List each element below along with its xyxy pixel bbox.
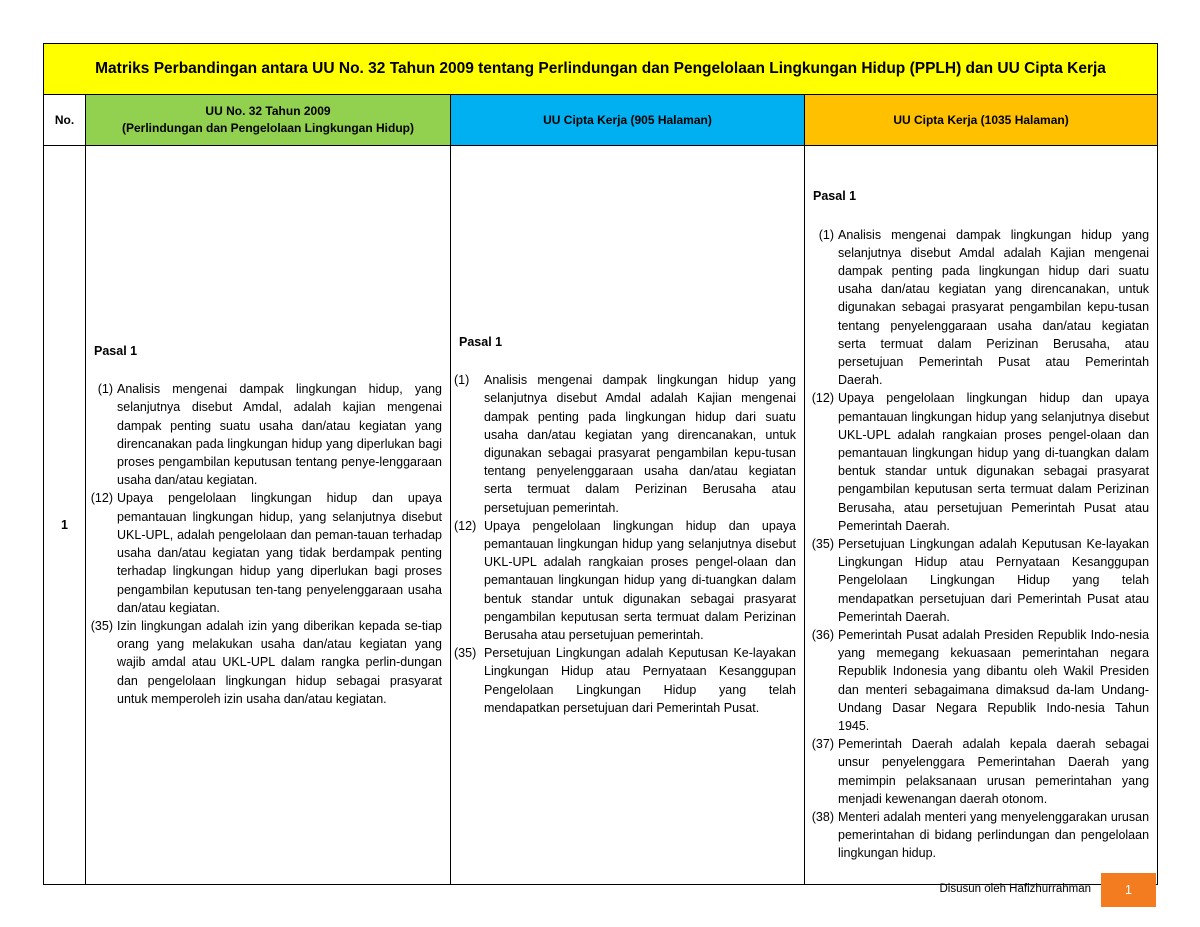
- article-item: [86, 380, 442, 489]
- article-number: (12): [454, 518, 477, 533]
- article-item: [454, 371, 796, 517]
- article-item: [807, 808, 1149, 863]
- article-item: [807, 535, 1149, 626]
- column-uu-32-2009: [86, 146, 451, 885]
- footer-author: Disusun oleh Hafizhurrahman: [939, 883, 1091, 895]
- page-number-badge: 1: [1101, 873, 1156, 907]
- header-no: No.: [44, 95, 86, 146]
- article-item: [807, 389, 1149, 535]
- header-cipta-kerja-905: UU Cipta Kerja (905 Halaman): [451, 95, 805, 146]
- article-text: Analisis mengenai dampak lingkungan hidup yang selanjutnya disebut Amdal adalah Kajian mengenai dampak penting pada lingkungan hidup dari suatu usaha dan/atau kegiatan yang direncanakan, untuk digunakan sebagai prasyarat pengambilan kepu-tusan tentang penyelenggaraan usaha dan/atau kegiatan serta termuat dalam Perizinan Berusaha atau persetujuan pemerintah.: [484, 373, 796, 515]
- article-text: Upaya pengelolaan lingkungan hidup dan upaya pemantauan lingkungan hidup yang selanjutnya disebut UKL-UPL adalah rangkaian proses pengel-olaan dan pemantauan lingkungan hidup yang di-tuangkan dalam bentuk standar untuk digunakan sebagai prasyarat pengambilan keputusan serta termuat dalam Perizinan Berusaha, atau persetujuan Pemerintah Pusat atau Pemerintah Daerah.: [838, 391, 1150, 533]
- article-number: (12): [811, 391, 834, 406]
- article-item: [454, 644, 796, 717]
- header-uu-32-2009: [86, 95, 451, 146]
- article-text: Upaya pengelolaan lingkungan hidup dan upaya pemantauan lingkungan hidup yang selanjutnya disebut UKL-UPL adalah rangkaian proses pengel-olaan dan pemantauan lingkungan hidup yang di-tuangkan dalam bentuk standar untuk digunakan sebagai prasyarat pengambilan keputusan serta termuat dalam Perizinan Berusaha atau persetujuan pemerintah.: [484, 518, 796, 643]
- article-list: [454, 371, 796, 717]
- article-item: [807, 226, 1149, 390]
- pasal-heading: Pasal 1: [459, 334, 503, 349]
- article-number: (1): [818, 227, 834, 242]
- article-item: [86, 489, 442, 616]
- article-text: Analisis mengenai dampak lingkungan hidup, yang selanjutnya disebut Amdal, adalah kajian mengenai dampak penting suatu usaha dan/atau kegiatan yang direncanakan pada lingkungan hidup yang diperlukan bagi proses pengambilan keputusan tentang penye-lenggaraan usaha dan/atau kegiatan.: [117, 382, 442, 488]
- article-item: [454, 517, 796, 644]
- article-text: Menteri adalah menteri yang menyelenggarakan urusan pemerintahan di bidang perlindungan dan pengelolaan lingkungan hidup.: [838, 810, 1150, 861]
- article-number: (37): [811, 737, 834, 752]
- page-footer: [0, 873, 1200, 907]
- article-text: Analisis mengenai dampak lingkungan hidup yang selanjutnya disebut Amdal adalah Kajian mengenai dampak penting pada lingkungan hidup dari suatu usaha dan/atau kegiatan yang direncanakan, untuk digunakan sebagai prasyarat pengambilan kepu-tusan tentang penyelenggaraan usaha dan/atau kegiatan serta termuat dalam Perizinan Berusaha, atau persetujuan Pemerintah Pusat atau Pemerintah Daerah.: [838, 227, 1150, 388]
- matrix-title: Matriks Perbandingan antara UU No. 32 Tahun 2009 tentang Perlindungan dan Pengelolaan Lingkungan Hidup (PPLH) dan UU Cipta Kerja: [44, 44, 1158, 95]
- article-number: (38): [811, 810, 834, 825]
- article-text: Izin lingkungan adalah izin yang diberikan kepada se-tiap orang yang melakukan usaha dan/atau kegiatan yang wajib amdal atau UKL-UPL dalam rangka perlin-dungan dan pengelolaan lingkungan hidup sebagai prasyarat untuk memperoleh izin usaha dan/atau kegiatan.: [117, 618, 442, 706]
- comparison-matrix: [43, 43, 1158, 885]
- header-uu-32-2009-subtitle: (Perlindungan dan Pengelolaan Lingkungan Hidup): [121, 121, 414, 135]
- article-text: Upaya pengelolaan lingkungan hidup dan upaya pemantauan lingkungan hidup, yang selanjutnya disebut UKL-UPL, adalah pengelolaan dan peman-tauan terhadap usaha dan/atau kegiatan yang tidak berdampak penting terhadap lingkungan hidup yang diperlukan bagi proses pengambilan keputusan ten-tang penyelenggaraan usaha dan/atau kegiatan.: [117, 491, 442, 615]
- article-text: Persetujuan Lingkungan adalah Keputusan Ke-layakan Lingkungan Hidup atau Pernyataan Kesanggupan Pengelolaan Lingkungan Hidup yang telah mendapatkan persetujuan dari Pemerintah Pusat atau Pemerintah Daerah.: [838, 537, 1150, 624]
- article-item: [807, 626, 1149, 735]
- article-item: [86, 617, 442, 708]
- column-cipta-kerja-905: [451, 146, 805, 885]
- header-cipta-kerja-1035: UU Cipta Kerja (1035 Halaman): [805, 95, 1158, 146]
- article-number: (12): [90, 491, 113, 506]
- header-uu-32-2009-title: UU No. 32 Tahun 2009: [205, 104, 331, 118]
- article-number: (36): [811, 628, 834, 643]
- article-number: (35): [454, 646, 477, 661]
- row-number: 1: [44, 146, 86, 885]
- article-text: Persetujuan Lingkungan adalah Keputusan Ke-layakan Lingkungan Hidup atau Pernyataan Kesanggupan Pengelolaan Lingkungan Hidup yang telah mendapatkan persetujuan dari Pemerintah Pusat.: [484, 646, 796, 715]
- article-number: (35): [811, 537, 834, 551]
- article-number: (1): [97, 382, 113, 397]
- article-text: Pemerintah Daerah adalah kepala daerah sebagai unsur penyelenggara Pemerintahan Daerah yang memimpin pelaksanaan urusan pemerintahan yang menjadi kewenangan daerah otonom.: [838, 737, 1150, 806]
- article-list: [807, 226, 1149, 863]
- pasal-heading: Pasal 1: [94, 344, 138, 359]
- article-list: [86, 380, 442, 708]
- pasal-heading: Pasal 1: [813, 189, 857, 204]
- article-item: [807, 735, 1149, 808]
- article-number: (1): [454, 373, 470, 388]
- article-number: (35): [90, 618, 113, 633]
- column-cipta-kerja-1035: [805, 146, 1158, 885]
- article-text: Pemerintah Pusat adalah Presiden Republik Indo-nesia yang memegang kekuasaan pemerintahan negara Republik Indonesia yang dibantu oleh Wakil Presiden dan menteri sebagaimana dimaksud da-lam Undang-Undang Dasar Negara Republik Indo-nesia Tahun 1945.: [838, 628, 1150, 734]
